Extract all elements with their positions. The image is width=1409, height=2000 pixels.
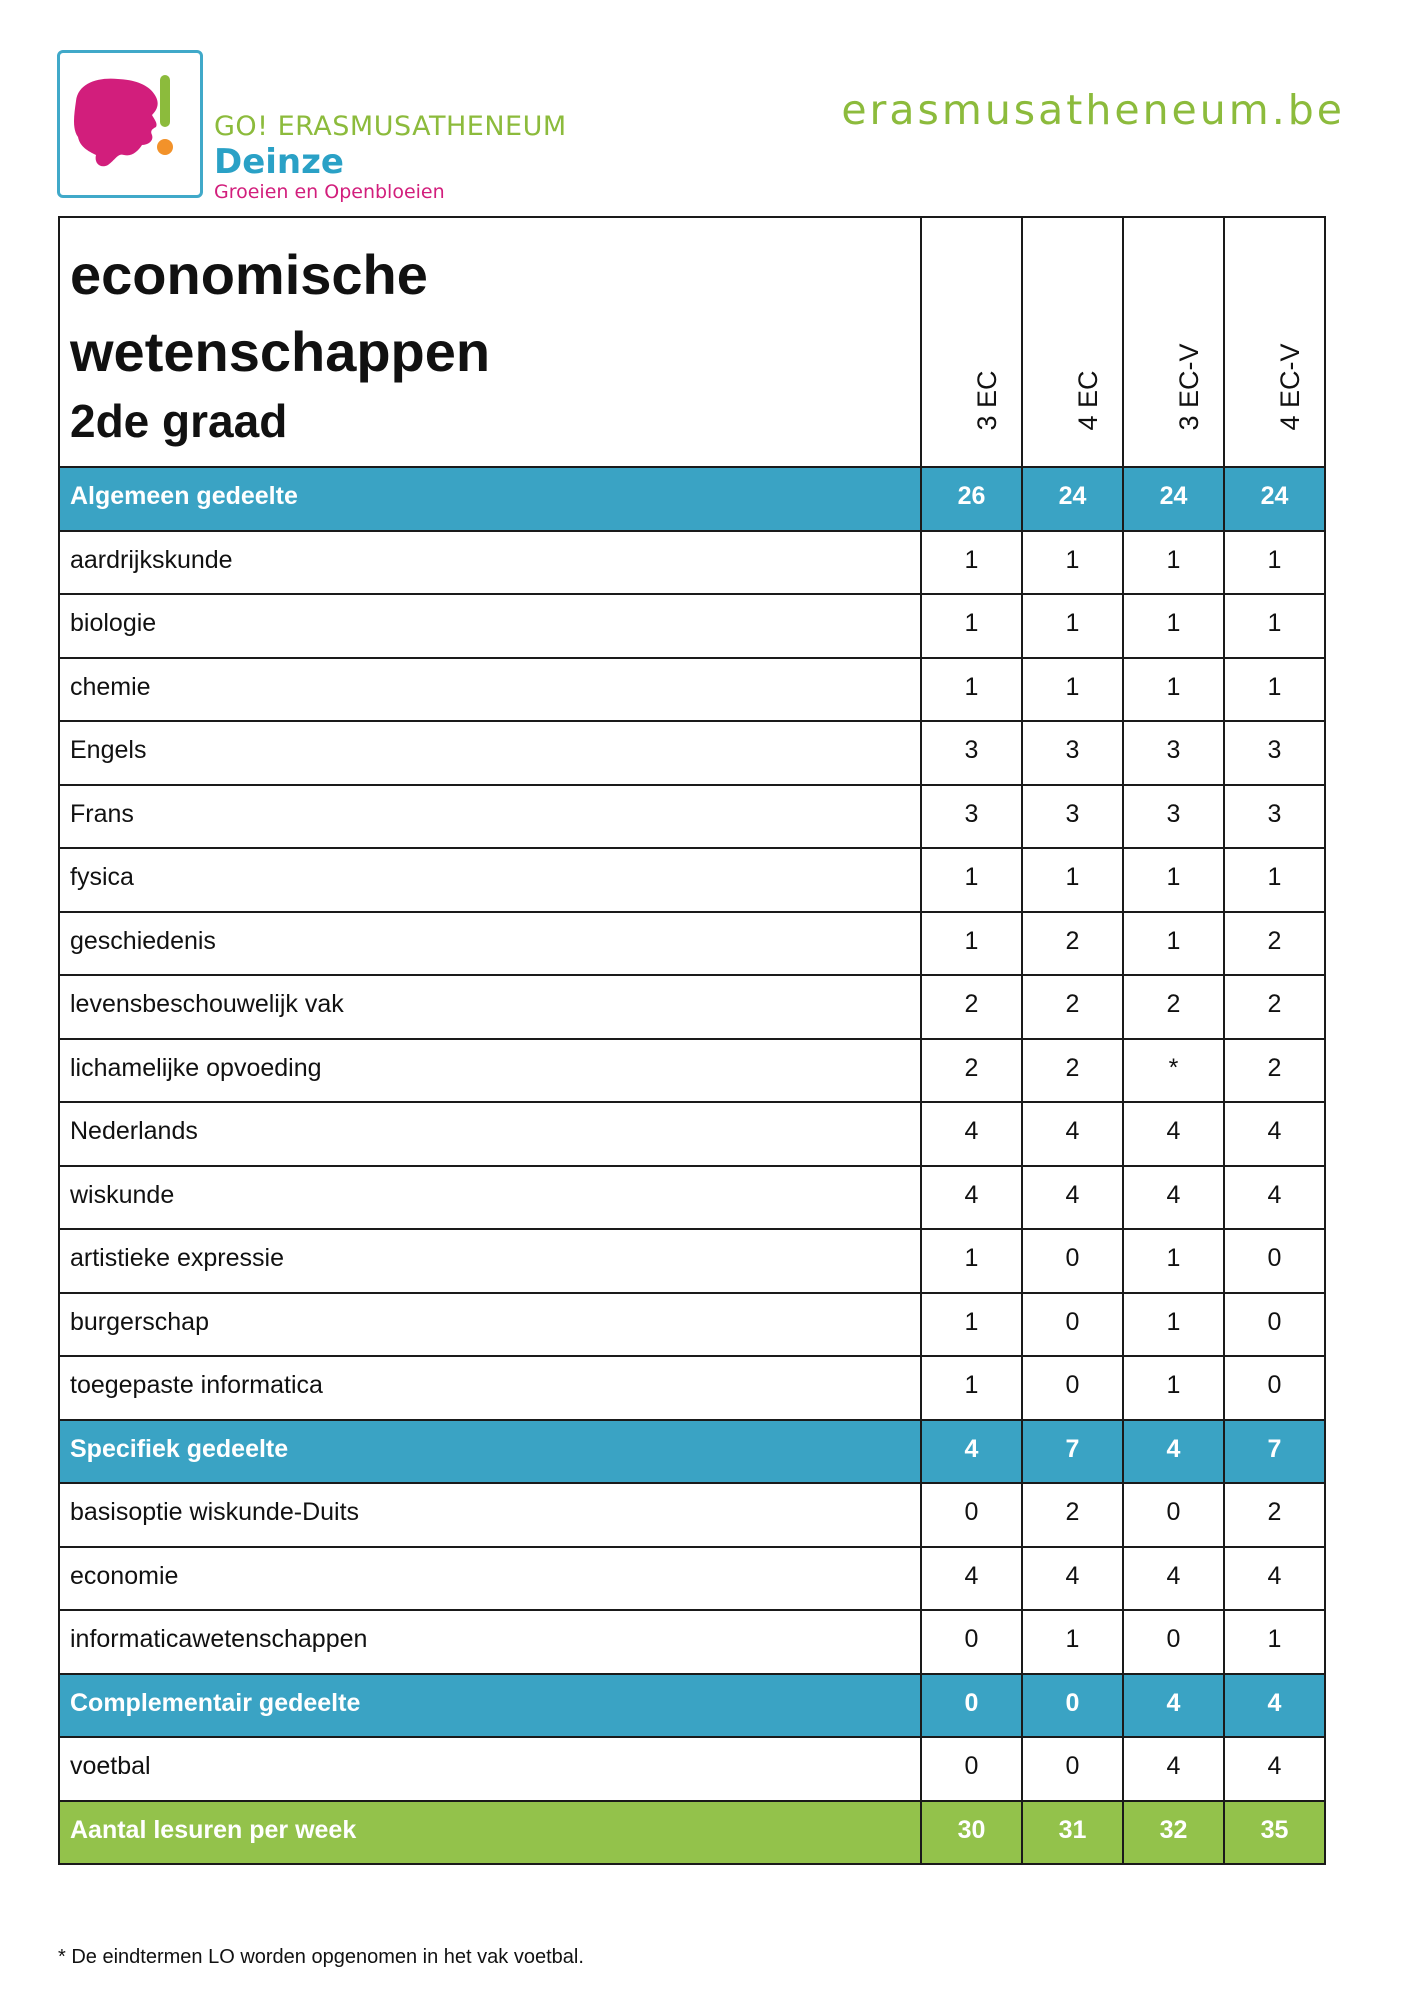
row-label: Aantal lesuren per week	[59, 1801, 921, 1865]
row-label: toegepaste informatica	[59, 1356, 921, 1420]
row-label: geschiedenis	[59, 912, 921, 976]
row-label: fysica	[59, 848, 921, 912]
row-label: economie	[59, 1547, 921, 1611]
hours-cell: 4	[921, 1420, 1022, 1484]
hours-cell: 2	[921, 975, 1022, 1039]
row-label: levensbeschouwelijk vak	[59, 975, 921, 1039]
hours-cell: 4	[1022, 1102, 1123, 1166]
hours-cell: 4	[1123, 1420, 1224, 1484]
column-header-3ec	[921, 217, 1022, 467]
table-row	[59, 721, 1325, 785]
hours-cell: 1	[1022, 531, 1123, 595]
column-header-4ec	[1022, 217, 1123, 467]
hours-cell: 1	[921, 594, 1022, 658]
table-row	[59, 1293, 1325, 1357]
hours-cell: 1	[1224, 594, 1325, 658]
hours-cell: 4	[921, 1547, 1022, 1611]
total-row	[59, 1801, 1325, 1865]
hours-cell: 3	[1022, 785, 1123, 849]
row-label: wiskunde	[59, 1166, 921, 1230]
footnote: * De eindtermen LO worden opgenomen in het vak voetbal.	[58, 1946, 584, 1968]
row-label: artistieke expressie	[59, 1229, 921, 1293]
hours-cell: 1	[921, 1356, 1022, 1420]
column-header-3ecv	[1123, 217, 1224, 467]
hours-cell: 1	[1224, 531, 1325, 595]
table-row	[59, 975, 1325, 1039]
row-label: Specifiek gedeelte	[59, 1420, 921, 1484]
hours-cell: 24	[1224, 467, 1325, 531]
hours-cell: 1	[1224, 1610, 1325, 1674]
hours-cell: 4	[1224, 1674, 1325, 1738]
column-header-label: 3 EC-V	[1173, 343, 1204, 431]
table-title-line-1: economische	[70, 243, 428, 306]
hours-cell: 1	[1022, 848, 1123, 912]
hours-cell: 2	[921, 1039, 1022, 1103]
hours-cell: 4	[1224, 1166, 1325, 1230]
hours-cell: 0	[1022, 1229, 1123, 1293]
table-row	[59, 1356, 1325, 1420]
column-header-4ecv	[1224, 217, 1325, 467]
column-header-label: 4 EC-V	[1274, 343, 1305, 431]
hours-cell: 0	[1123, 1610, 1224, 1674]
hours-cell: 4	[1224, 1547, 1325, 1611]
hours-cell: 31	[1022, 1801, 1123, 1865]
table-row	[59, 1737, 1325, 1801]
hours-cell: 1	[921, 848, 1022, 912]
section-row	[59, 467, 1325, 531]
hours-cell: 1	[1022, 658, 1123, 722]
hours-cell: 32	[1123, 1801, 1224, 1865]
section-row	[59, 1674, 1325, 1738]
table-row	[59, 1102, 1325, 1166]
hours-cell: 3	[1022, 721, 1123, 785]
hours-cell: 0	[1022, 1356, 1123, 1420]
hours-cell: 0	[1022, 1674, 1123, 1738]
hours-cell: 4	[1123, 1547, 1224, 1611]
hours-cell: 2	[1224, 1483, 1325, 1547]
logo-frame	[57, 50, 203, 198]
row-label: voetbal	[59, 1737, 921, 1801]
hours-cell: 1	[1123, 1356, 1224, 1420]
hours-cell: 7	[1224, 1420, 1325, 1484]
hours-cell: 4	[1224, 1737, 1325, 1801]
hours-cell: 30	[921, 1801, 1022, 1865]
row-label: Engels	[59, 721, 921, 785]
head-silhouette-icon	[68, 71, 178, 171]
hours-cell: 2	[1224, 912, 1325, 976]
hours-cell: 1	[1123, 531, 1224, 595]
hours-cell: 2	[1123, 975, 1224, 1039]
hours-cell: 4	[1123, 1737, 1224, 1801]
hours-cell: 1	[1224, 848, 1325, 912]
hours-cell: 1	[921, 912, 1022, 976]
hours-cell: 2	[1022, 975, 1123, 1039]
hours-cell: 3	[921, 785, 1022, 849]
table-row	[59, 594, 1325, 658]
table-row	[59, 658, 1325, 722]
hours-cell: 1	[1123, 1293, 1224, 1357]
hours-cell: 4	[1123, 1102, 1224, 1166]
hours-cell: 0	[921, 1737, 1022, 1801]
hours-cell: 0	[1022, 1737, 1123, 1801]
column-header-label: 4 EC	[1072, 370, 1103, 431]
hours-cell: 4	[1224, 1102, 1325, 1166]
hours-cell: 2	[1022, 1039, 1123, 1103]
table-row	[59, 1547, 1325, 1611]
row-label: burgerschap	[59, 1293, 921, 1357]
hours-cell: 3	[1123, 785, 1224, 849]
hours-cell: 3	[1224, 721, 1325, 785]
row-label: lichamelijke opvoeding	[59, 1039, 921, 1103]
table-header-row	[59, 217, 1325, 467]
hours-cell: 3	[921, 721, 1022, 785]
row-label: biologie	[59, 594, 921, 658]
table-row	[59, 785, 1325, 849]
row-label: Algemeen gedeelte	[59, 467, 921, 531]
hours-cell: 24	[1123, 467, 1224, 531]
hours-cell: 4	[921, 1166, 1022, 1230]
hours-cell: 7	[1022, 1420, 1123, 1484]
hours-cell: 1	[1123, 594, 1224, 658]
hours-cell: 1	[1224, 658, 1325, 722]
logo-city: Deinze	[214, 142, 344, 182]
table-title-cell	[59, 217, 921, 467]
table-subtitle: 2de graad	[70, 395, 288, 447]
table-row	[59, 912, 1325, 976]
hours-cell: 2	[1022, 1483, 1123, 1547]
hours-cell: 0	[921, 1674, 1022, 1738]
hours-cell: 1	[1022, 594, 1123, 658]
hours-cell: 0	[1224, 1229, 1325, 1293]
table-row	[59, 1483, 1325, 1547]
hours-cell: 3	[1123, 721, 1224, 785]
table-row	[59, 531, 1325, 595]
hours-cell: 0	[1224, 1356, 1325, 1420]
hours-cell: 1	[1123, 1229, 1224, 1293]
hours-cell: 2	[1022, 912, 1123, 976]
table-row	[59, 1039, 1325, 1103]
column-header-label: 3 EC	[971, 370, 1002, 431]
school-logo	[57, 50, 577, 205]
hours-cell: 4	[1022, 1547, 1123, 1611]
hours-cell: 1	[921, 658, 1022, 722]
row-label: basisoptie wiskunde-Duits	[59, 1483, 921, 1547]
hours-cell: 0	[1022, 1293, 1123, 1357]
logo-school-name: GO! ERASMUSATHENEUM	[214, 111, 567, 142]
hours-cell: 0	[921, 1483, 1022, 1547]
hours-cell: 1	[921, 1293, 1022, 1357]
hours-cell: 1	[921, 1229, 1022, 1293]
logo-tagline: Groeien en Openbloeien	[214, 181, 445, 203]
table-row	[59, 1229, 1325, 1293]
row-label: Nederlands	[59, 1102, 921, 1166]
hours-cell: 26	[921, 467, 1022, 531]
hours-cell: 4	[1123, 1166, 1224, 1230]
row-label: Complementair gedeelte	[59, 1674, 921, 1738]
table-row	[59, 848, 1325, 912]
table-row	[59, 1166, 1325, 1230]
hours-cell: 4	[1123, 1674, 1224, 1738]
table-row	[59, 1610, 1325, 1674]
hours-cell: 0	[921, 1610, 1022, 1674]
hours-cell: 1	[1022, 1610, 1123, 1674]
website-url[interactable]: erasmusatheneum.be	[841, 86, 1345, 134]
curriculum-table	[58, 216, 1326, 1865]
hours-cell: 1	[1123, 848, 1224, 912]
hours-cell: *	[1123, 1039, 1224, 1103]
hours-cell: 4	[921, 1102, 1022, 1166]
hours-cell: 2	[1224, 1039, 1325, 1103]
section-row	[59, 1420, 1325, 1484]
row-label: Frans	[59, 785, 921, 849]
hours-cell: 0	[1123, 1483, 1224, 1547]
row-label: informaticawetenschappen	[59, 1610, 921, 1674]
hours-cell: 1	[1123, 658, 1224, 722]
table-body	[59, 467, 1325, 1864]
hours-cell: 1	[1123, 912, 1224, 976]
hours-cell: 1	[921, 531, 1022, 595]
hours-cell: 4	[1022, 1166, 1123, 1230]
hours-cell: 0	[1224, 1293, 1325, 1357]
row-label: chemie	[59, 658, 921, 722]
table-title-line-2: wetenschappen	[70, 320, 491, 383]
hours-cell: 24	[1022, 467, 1123, 531]
hours-cell: 3	[1224, 785, 1325, 849]
hours-cell: 2	[1224, 975, 1325, 1039]
row-label: aardrijkskunde	[59, 531, 921, 595]
hours-cell: 35	[1224, 1801, 1325, 1865]
